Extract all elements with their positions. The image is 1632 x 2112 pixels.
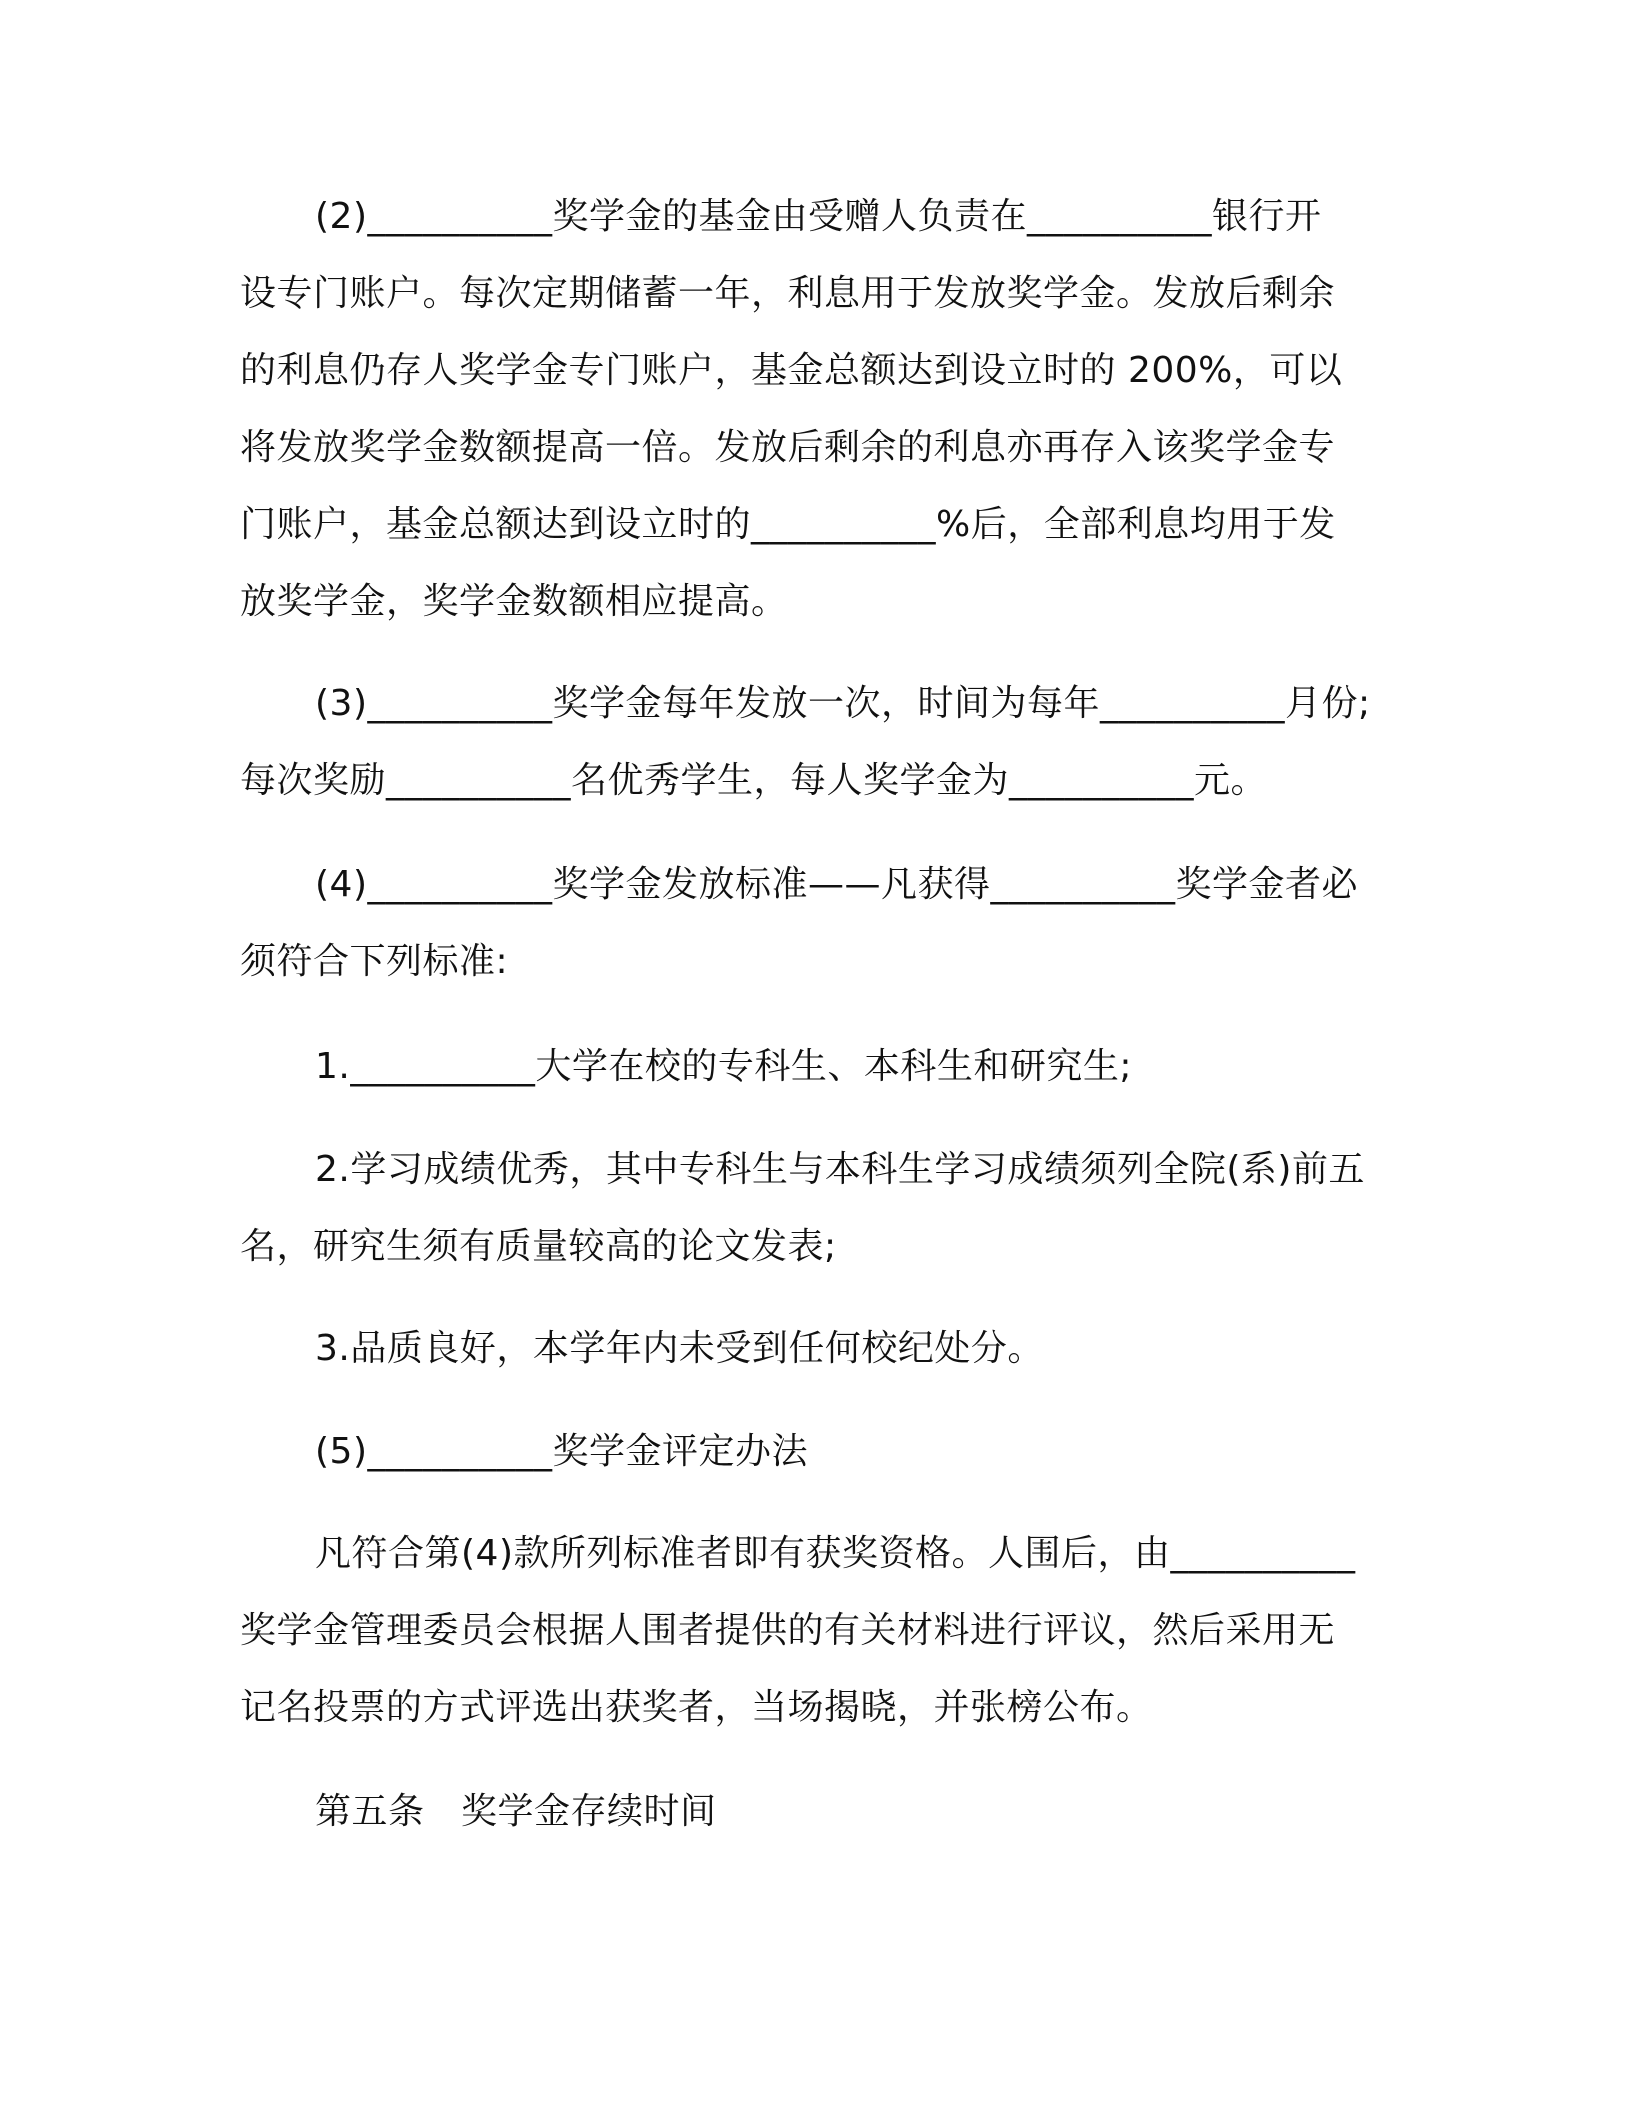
text-line: (3)__________奖学金每年发放一次，时间为每年__________月份; xyxy=(315,683,1371,724)
text-line: (2)__________奖学金的基金由受赠人负责在__________银行开 xyxy=(315,196,1322,237)
article-5-heading xyxy=(240,1773,1410,1850)
text-line: 奖学金管理委员会根据人围者提供的有关材料进行评议，然后采用无 xyxy=(240,1610,1336,1651)
text-line: 3.品质良好，本学年内未受到任何校纪处分。 xyxy=(315,1328,1044,1369)
text-line: 门账户，基金总额达到设立时的__________%后，全部利息均用于发 xyxy=(240,504,1336,545)
paragraph-item-5-body xyxy=(240,1515,1410,1746)
criterion-2 xyxy=(240,1131,1410,1285)
text-line: 放奖学金，奖学金数额相应提高。 xyxy=(240,581,788,622)
text-line: 须符合下列标准: xyxy=(240,941,509,982)
paragraph-item-4 xyxy=(240,846,1410,1000)
criterion-1 xyxy=(240,1028,1410,1105)
text-line: 1.__________大学在校的专科生、本科生和研究生; xyxy=(315,1046,1132,1087)
text-line: (4)__________奖学金发放标准——凡获得__________奖学金者必 xyxy=(315,864,1358,905)
text-line: 2.学习成绩优秀，其中专科生与本科生学习成绩须列全院(系)前五 xyxy=(315,1149,1365,1190)
text-line: 将发放奖学金数额提高一倍。发放后剩余的利息亦再存入该奖学金专 xyxy=(240,427,1336,468)
text-line: 第五条 奖学金存续时间 xyxy=(315,1791,717,1832)
criterion-3 xyxy=(240,1310,1410,1387)
text-line: 每次奖励__________名优秀学生，每人奖学金为__________元。 xyxy=(240,760,1268,801)
paragraph-item-3 xyxy=(240,665,1410,819)
text-line: 记名投票的方式评选出获奖者，当场揭晓，并张榜公布。 xyxy=(240,1687,1153,1728)
paragraph-item-2 xyxy=(240,178,1410,640)
paragraph-item-5 xyxy=(240,1413,1410,1490)
text-line: 的利息仍存人奖学金专门账户，基金总额达到设立时的 200%，可以 xyxy=(240,350,1343,391)
text-line: (5)__________奖学金评定办法 xyxy=(315,1431,808,1472)
text-line: 凡符合第(4)款所列标准者即有获奖资格。人围后，由__________ xyxy=(315,1533,1356,1574)
text-line: 设专门账户。每次定期储蓄一年，利息用于发放奖学金。发放后剩余 xyxy=(240,273,1336,314)
text-line: 名，研究生须有质量较高的论文发表; xyxy=(240,1226,837,1267)
